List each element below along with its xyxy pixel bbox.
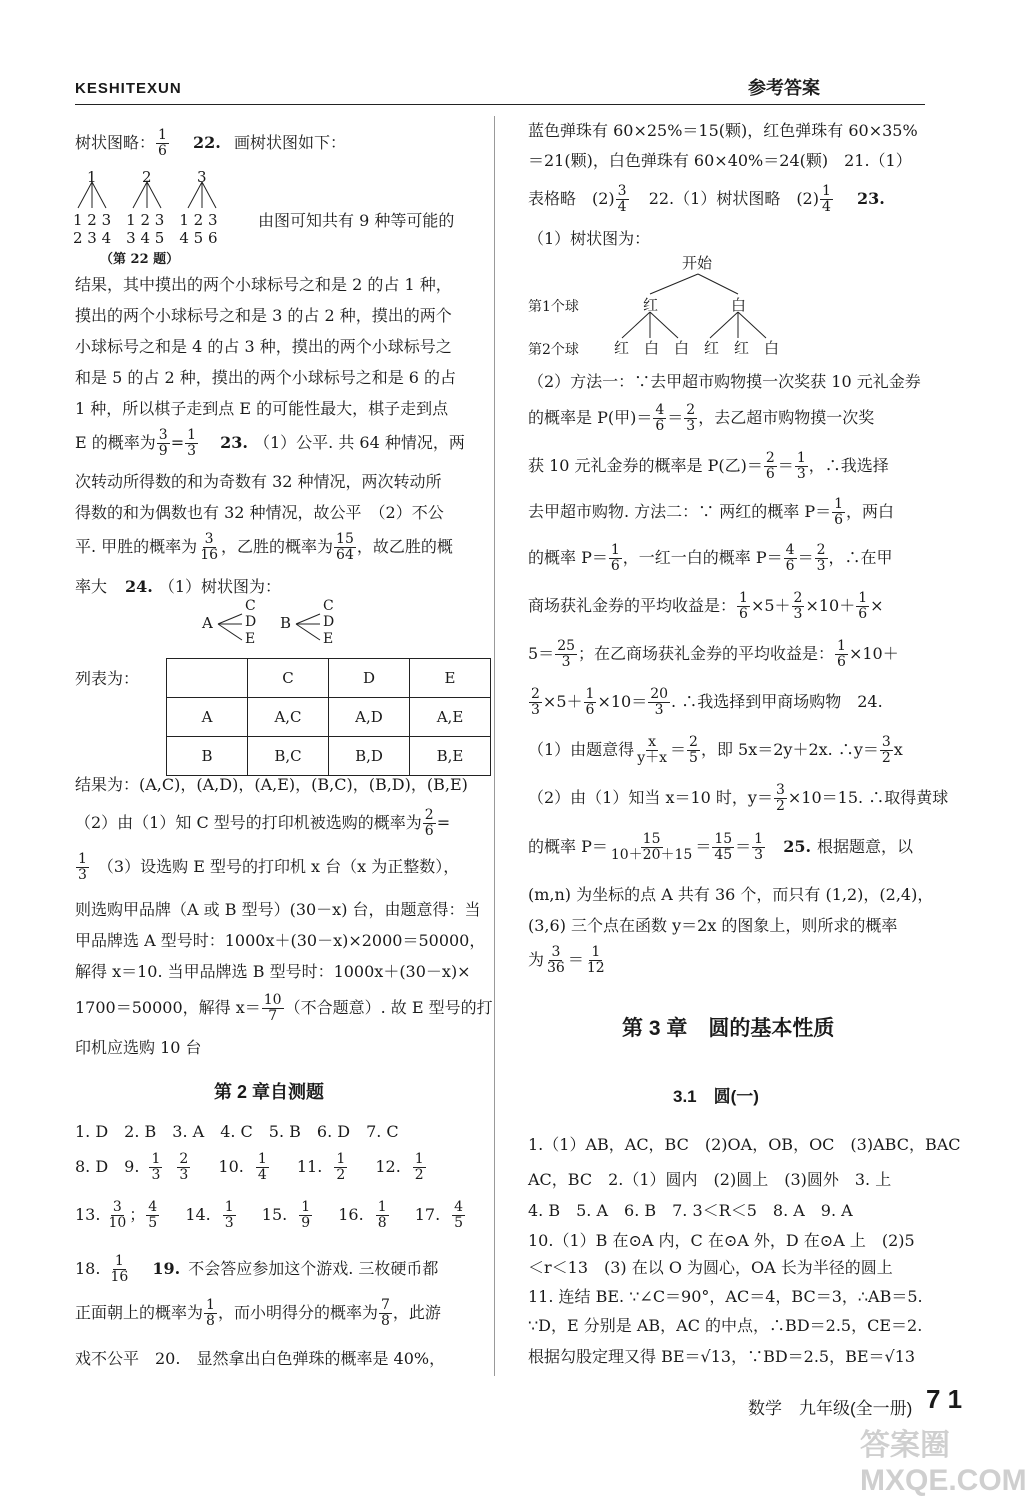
fraction: $\frac{4}{5}$: [454, 1199, 464, 1231]
tree-root: 开始: [682, 254, 713, 272]
text-line: 和是 5 的占 2 种，摸出的两个小球标号之和是 6 的占: [75, 368, 457, 387]
text-line: 甲品牌选 A 型号时：1000x＋(30－x)×2000＝50000，: [75, 931, 486, 950]
text-line: 则选购甲品牌（A 或 B 型号）(30－x) 台，由题意得：当: [75, 900, 481, 919]
tree-row-mid: 1 2 3 1 2 3 1 2 3: [73, 211, 218, 229]
text-line: 根据勾股定理又得 BE＝√13，∵BD＝2.5，BE＝√13: [528, 1347, 916, 1366]
fraction: $\frac{3}{10}$: [108, 1199, 127, 1231]
fraction: $\frac{2}{3}$: [179, 1151, 189, 1183]
text-line: 戏不公平 20. 显然拿出白色弹珠的概率是 40%，: [75, 1349, 446, 1368]
tree-leaf: C: [245, 598, 256, 614]
tree-node: 白: [731, 296, 747, 314]
fraction: $\frac{1}{8}$: [206, 1297, 215, 1329]
tree-leaf: D: [245, 614, 257, 630]
table-row: B B,C B,D B,E: [167, 737, 491, 776]
fraction: $\frac{1}{2}$: [336, 1151, 346, 1183]
text-line: 1.（1）AB，AC，BC (2)OA，OB，OC (3)ABC，BAC: [528, 1135, 961, 1154]
tree-level-label: 第1个球: [528, 299, 579, 315]
text-line: (3,6) 三个点在函数 y＝2x 的图象上，则所求的概率: [528, 916, 898, 935]
tree-node-a: A: [202, 614, 213, 632]
footer-subject: 数学 九年级(全一册): [748, 1399, 913, 1418]
fraction: $\frac{1}{9}$: [301, 1199, 311, 1231]
text-line: 小球标号之和是 4 的占 3 种，摸出的两个小球标号之: [75, 337, 452, 356]
text-line: 树状图略： $\frac{1}{6}$ 22. 画树状图如下：: [75, 127, 346, 159]
fraction: $\frac{1}{3}$: [187, 427, 197, 459]
text-line: $\frac{1}{3}$ （3）设选购 E 型号的打印机 x 台（x 为正整数），: [78, 851, 460, 883]
fraction: $\frac{15}{45}$: [714, 831, 733, 863]
fraction: $\frac{1}{6}$: [158, 127, 167, 159]
text-line: 由图可知共有 9 种等可能的: [258, 211, 455, 230]
fraction: $\frac{2}{5}$: [689, 734, 698, 766]
fraction: $\frac{1}{6}$: [858, 590, 868, 622]
fraction: $\frac{x}{y+x}$: [637, 734, 667, 766]
text-line: 次转动所得数的和为奇数有 32 种情况，两次转动所: [75, 472, 442, 491]
fraction: $\frac{1}{6}$: [837, 638, 846, 670]
fraction: $\frac{1}{6}$: [739, 590, 748, 622]
tree-node: 红: [643, 296, 659, 314]
fraction: $\frac{25}{3}$: [557, 638, 576, 670]
watermark: 答案圈 MXQE.COM: [860, 1429, 1027, 1497]
fraction: $\frac{3}{9}$: [158, 427, 168, 459]
text-line: 平. 甲胜的概率为 $\frac{3}{16}$ ，乙胜的概率为 $\frac{15}{64}$ ，故乙胜的概: [75, 531, 453, 563]
table-row: C D E: [167, 659, 491, 698]
fraction: $\frac{15}{10+20+15}$: [610, 831, 693, 863]
text-line: E 的概率为 $\frac{3}{9}$ = $\frac{1}{3}$ 23. （1）公平. 共 64 种情况，两: [75, 427, 465, 459]
fraction: $\frac{4}{6}$: [785, 542, 795, 574]
text-line: ＝21(颗)，白色弹珠有 60×40%＝24(颗) 21.（1）: [528, 151, 912, 170]
fraction: $\frac{3}{4}$: [617, 183, 627, 215]
text-line: 解得 x＝10. 当甲品牌选 B 型号时：1000x＋(30－x)×: [75, 962, 471, 981]
fraction: $\frac{10}{7}$: [263, 992, 282, 1024]
text-line: 的概率是 P(甲)＝ $\frac{4}{6}$ ＝ $\frac{2}{3}$ ，去乙超市购物摸一次奖: [528, 402, 875, 434]
fraction: $\frac{3}{2}$: [881, 734, 891, 766]
text-line: 摸出的两个小球标号之和是 3 的占 2 种，摸出的两个: [75, 306, 452, 325]
text-line: AC，BC 2.（1）圆内 (2)圆上 (3)圆外 3. 上: [528, 1170, 892, 1189]
text-line: 18. $\frac{1}{16}$ 19. 不会答应参加这个游戏. 三枚硬币都: [75, 1253, 439, 1285]
text-line: 1 种，所以棋子走到点 E 的可能性最大，棋子走到点: [75, 399, 449, 418]
fraction: $\frac{3}{2}$: [775, 782, 785, 814]
text-line: （1）树状图为：: [528, 229, 651, 248]
text-line: （2）由（1）知当 x＝10 时，y＝ $\frac{3}{2}$ ×10＝15. ∴取得黄球: [528, 782, 949, 814]
page-number: 7 1: [926, 1384, 963, 1414]
fraction: $\frac{1}{12}$: [586, 944, 605, 976]
tree-row-bot: 2 3 4 3 4 5 4 5 6: [73, 229, 218, 247]
result-table: [166, 658, 491, 776]
fraction: $\frac{1}{3}$: [224, 1199, 234, 1231]
text-line: （2）由（1）知 C 型号的打印机被选购的概率为 $\frac{2}{6}$ =: [75, 807, 451, 839]
fraction: $\frac{1}{3}$: [151, 1151, 161, 1183]
fraction: $\frac{1}{4}$: [257, 1151, 267, 1183]
text-line: 10.（1）B 在⊙A 内，C 在⊙A 外，D 在⊙A 上 (2)5: [528, 1231, 915, 1250]
section-heading: 3.1 圆(一): [673, 1087, 759, 1106]
text-line: ＜r＜13 (3) 在以 O 为圆心，OA 长为半径的圆上: [528, 1258, 893, 1277]
text-line: 为 $\frac{3}{36}$ ＝ $\frac{1}{12}$: [528, 944, 605, 976]
text-line: 13. $\frac{3}{10}$ ； $\frac{4}{5}$ 14. $\frac{1}{3}$ 15. $\frac{1}{9}$ 16. $\frac{1}{8}$ 17. $\frac{4}{5}$: [75, 1199, 464, 1231]
text-line: 正面朝上的概率为 $\frac{1}{8}$ ，而小明得分的概率为 $\frac{7}{8}$ ，此游: [75, 1297, 441, 1329]
tree-node-b: B: [280, 614, 292, 632]
tree-leaf: E: [323, 631, 334, 647]
fraction: $\frac{1}{16}$: [110, 1253, 129, 1285]
text-line: 商场获礼金券的平均收益是： $\frac{1}{6}$ ×5＋ $\frac{2}{3}$ ×10＋ $\frac{1}{6}$ ×: [528, 590, 884, 622]
fraction: $\frac{2}{3}$: [816, 542, 826, 574]
fraction: $\frac{20}{3}$: [650, 686, 669, 718]
header-rule: [75, 104, 925, 105]
chapter-heading: 第 3 章 圆的基本性质: [622, 1017, 835, 1040]
fraction: $\frac{1}{8}$: [377, 1199, 387, 1231]
fraction: $\frac{1}{3}$: [796, 450, 806, 482]
tree-diagram-23: [600, 262, 800, 342]
tree-root-2: 2: [142, 168, 152, 186]
text-line: 8. D 9. $\frac{1}{3}$ $\frac{2}{3}$ 10. $\frac{1}{4}$ 11. $\frac{1}{2}$ 12. $\frac{1}{2}$: [75, 1151, 424, 1183]
tree-root-3: 3: [197, 168, 207, 186]
fraction: $\frac{1}{3}$: [78, 851, 87, 883]
text-line: 5＝ $\frac{25}{3}$ ；在乙商场获礼金券的平均收益是： $\frac{1}{6}$ ×10＋: [528, 638, 899, 670]
text-line: 表格略 (2) $\frac{3}{4}$ 22.（1）树状图略 (2) $\frac{1}{4}$ 23.: [528, 183, 885, 215]
tree-leaves: 红 白 白 红 红 白: [614, 339, 780, 357]
header-brand: KESHITEXUN: [75, 80, 182, 97]
tree-level-label: 第2个球: [528, 342, 579, 358]
text-line: 得数的和为偶数也有 32 种情况，故公平 （2）不公: [75, 503, 444, 522]
tree-root-1: 1: [87, 168, 97, 186]
text-line: （1）由题意得 $\frac{x}{y+x}$ ＝ $\frac{2}{5}$ ，即 5x＝2y＋2x. ∴y＝ $\frac{3}{2}$ x: [528, 734, 903, 766]
text-line: (m,n) 为坐标的点 A 共有 36 个，而只有 (1,2)，(2,4)，: [528, 885, 934, 904]
text-line: 结果为：(A,C)，(A,D)，(A,E)，(B,C)，(B,D)，(B,E): [75, 775, 468, 794]
fraction: $\frac{1}{3}$: [754, 831, 764, 863]
fraction: $\frac{1}{6}$: [610, 542, 620, 574]
fraction: $\frac{2}{6}$: [424, 807, 434, 839]
fraction: $\frac{4}{6}$: [655, 402, 665, 434]
tree-leaf: E: [245, 631, 256, 647]
fraction: $\frac{3}{16}$: [200, 531, 219, 563]
text-line: $\frac{2}{3}$ ×5＋ $\frac{1}{6}$ ×10＝ $\frac{20}{3}$ . ∴我选择到甲商场购物 24.: [531, 686, 883, 718]
text-line: （2）方法一：∵去甲超市购物摸一次奖获 10 元礼金券: [528, 372, 921, 391]
text-line: 结果，其中摸出的两个小球标号之和是 2 的占 1 种，: [75, 275, 452, 294]
text-line: 1700＝50000，解得 x＝ $\frac{10}{7}$ （不合题意）. 故 E 型号的打: [75, 992, 493, 1024]
fraction: $\frac{3}{36}$: [547, 944, 565, 976]
fraction: $\frac{1}{2}$: [414, 1151, 424, 1183]
section-heading-ch2-test: 第 2 章自测题: [214, 1082, 325, 1102]
fraction: $\frac{2}{6}$: [765, 450, 775, 482]
table-row: A A,C A,D A,E: [167, 698, 491, 737]
fraction: $\frac{7}{8}$: [380, 1297, 390, 1329]
text-line: ∵D，E 分别是 AB，AC 的中点，∴BD＝2.5，CE＝2.: [528, 1316, 923, 1335]
fraction: $\frac{4}{5}$: [148, 1199, 158, 1231]
fraction: $\frac{15}{64}$: [336, 531, 354, 563]
text-line: 列表为：: [75, 669, 140, 688]
text-line: 蓝色弹珠有 60×25%＝15(颗)，红色弹珠有 60×35%: [528, 121, 918, 140]
fraction: $\frac{2}{3}$: [531, 686, 540, 718]
text-line: 的概率 P＝ $\frac{15}{10+20+15}$ ＝ $\frac{15}{45}$ ＝ $\frac{1}{3}$ 25. 根据题意，以: [528, 831, 914, 863]
text-line: 去甲超市购物. 方法二：∵ 两红的概率 P＝ $\frac{1}{6}$ ，两白: [528, 496, 895, 528]
text-line: 4. B 5. A 6. B 7. 3＜R＜5 8. A 9. A: [528, 1201, 853, 1220]
text-line: 印机应选购 10 台: [75, 1038, 202, 1057]
column-divider: [494, 116, 495, 1376]
text-line: 11. 连结 BE. ∵∠C＝90°，AC＝4，BC＝3，∴AB＝5.: [528, 1287, 923, 1306]
fraction: $\frac{2}{3}$: [793, 590, 803, 622]
fraction: $\frac{2}{3}$: [686, 402, 696, 434]
fraction: $\frac{1}{6}$: [834, 496, 844, 528]
text-line: 的概率 P＝ $\frac{1}{6}$ ，一红一白的概率 P＝ $\frac{4}{6}$ ＝ $\frac{2}{3}$ ，∴在甲: [528, 542, 893, 574]
tree-leaf: C: [323, 598, 334, 614]
text-line: 率大 24. （1）树状图为：: [75, 577, 282, 596]
fraction: $\frac{1}{6}$: [585, 686, 595, 718]
text-line: 1. D 2. B 3. A 4. C 5. B 6. D 7. C: [75, 1122, 399, 1141]
header-title: 参考答案: [748, 78, 820, 98]
figure-caption: （第 22 题）: [100, 252, 180, 267]
fraction: $\frac{1}{4}$: [821, 183, 831, 215]
tree-leaf: D: [323, 614, 335, 630]
text-line: 获 10 元礼金券的概率是 P(乙)＝ $\frac{2}{6}$ ＝ $\frac{1}{3}$ ，∴我选择: [528, 450, 889, 482]
